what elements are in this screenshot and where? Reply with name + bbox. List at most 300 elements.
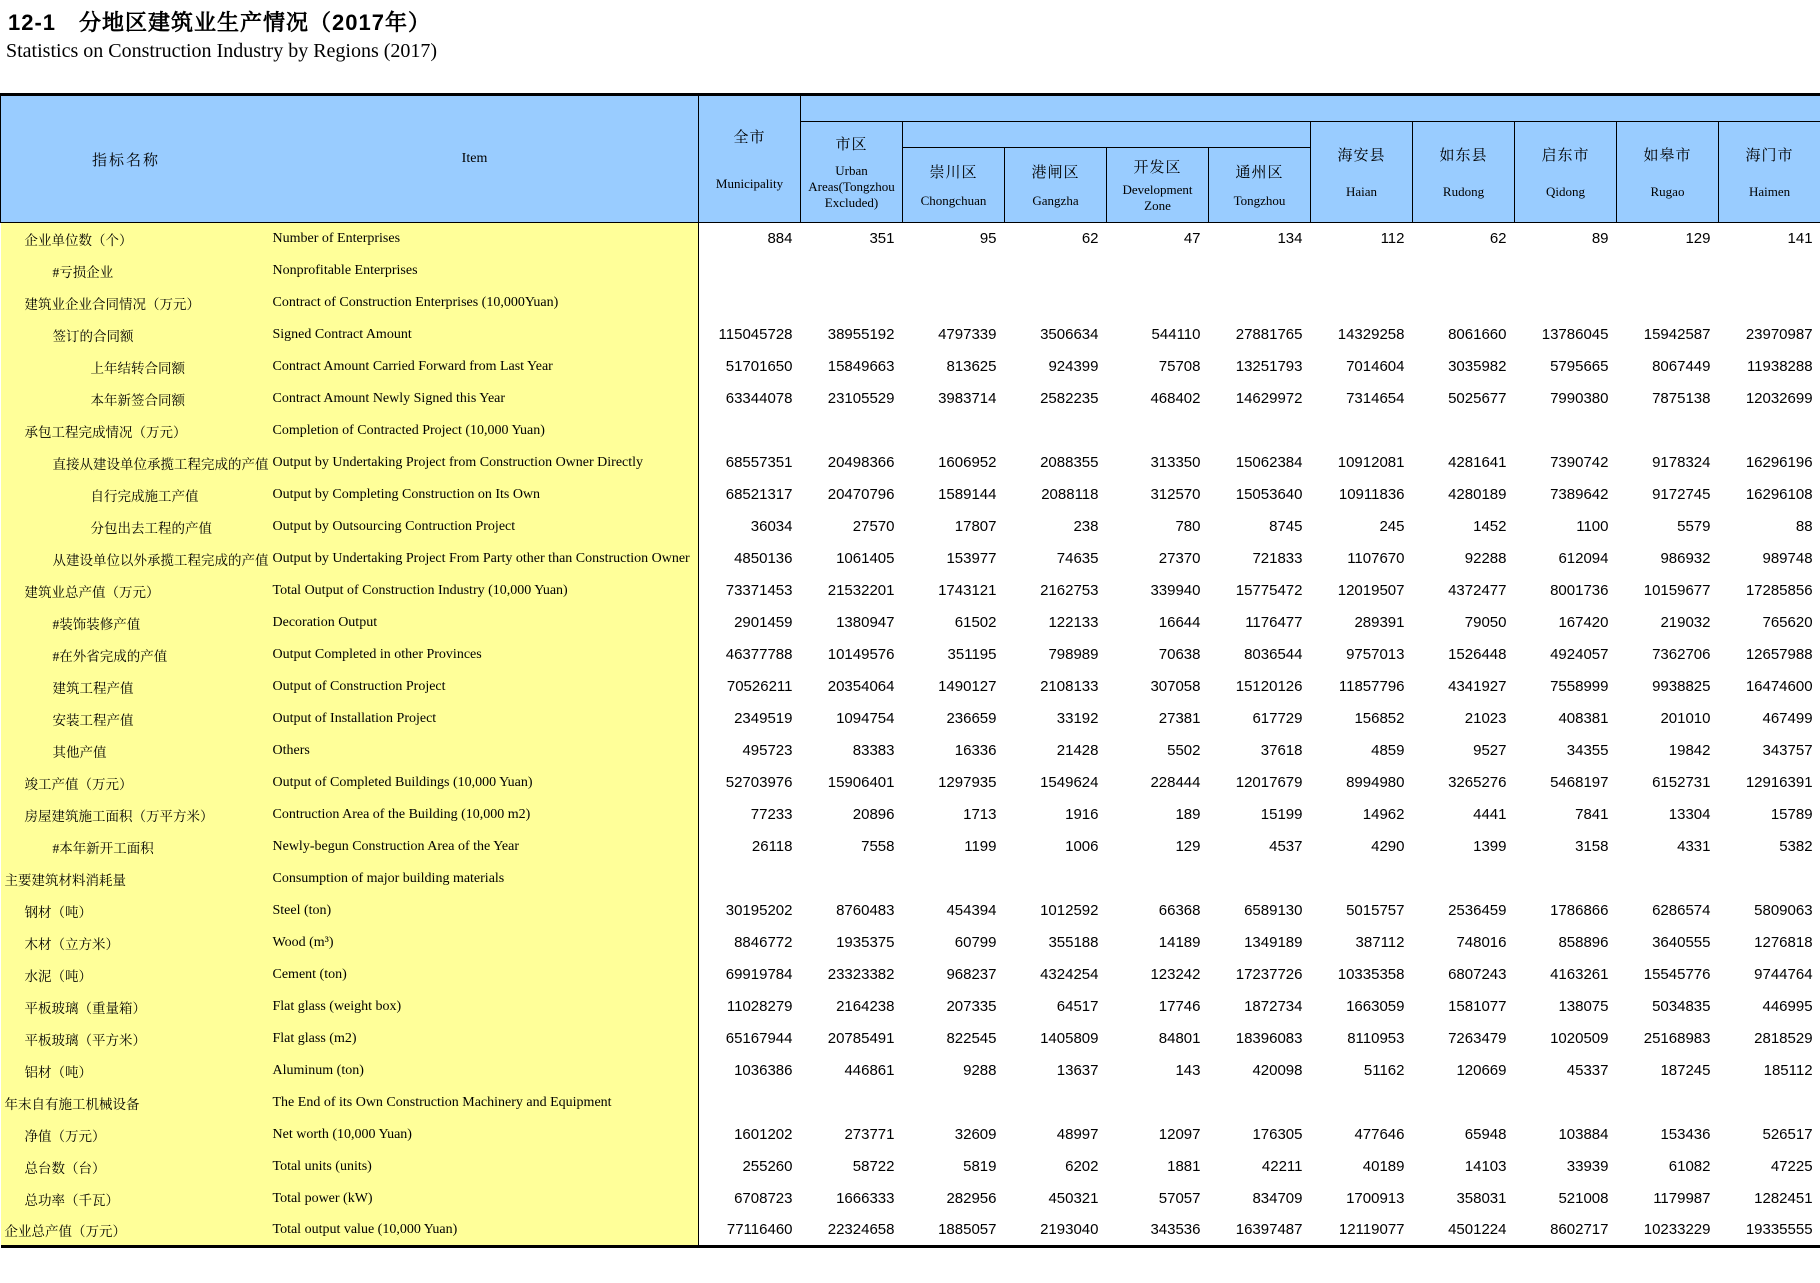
value-cell: 7314654 <box>1346 390 1405 407</box>
value-cell: 339940 <box>1150 582 1201 599</box>
row-label-zh: 木材（立方米） <box>1 927 251 959</box>
value-cell <box>1311 287 1413 319</box>
value-cell: 38955192 <box>827 326 895 343</box>
value-cell: 1100 <box>1576 518 1609 535</box>
value-cell: 1606952 <box>938 454 997 471</box>
value-cell: 9288 <box>963 1062 997 1079</box>
row-label-zh: 其他产值 <box>1 735 251 767</box>
value-cell: 52703976 <box>725 774 793 791</box>
value-cell <box>903 287 1005 319</box>
value-cell: 51162 <box>1363 1062 1405 1079</box>
value-cell: 4850136 <box>734 550 793 567</box>
row-label-zh: 安装工程产值 <box>1 703 251 735</box>
value-cell: 15545776 <box>1643 966 1711 983</box>
value-cell: 8994980 <box>1346 774 1405 791</box>
table-row <box>1 1087 1820 1119</box>
value-cell <box>903 1087 1005 1119</box>
value-cell: 15849663 <box>827 358 895 375</box>
value-cell: 1282451 <box>1754 1190 1813 1207</box>
column-label-en: Municipality <box>715 175 784 191</box>
value-cell: 5502 <box>1167 742 1201 759</box>
value-cell: 13786045 <box>1541 326 1609 343</box>
value-cell: 813625 <box>946 358 997 375</box>
column-label-en: Chongchuan <box>920 192 987 208</box>
value-cell: 822545 <box>946 1030 997 1047</box>
value-cell: 4281641 <box>1448 454 1507 471</box>
row-label-en: Wood (m³) <box>251 927 699 959</box>
value-cell: 282956 <box>946 1190 997 1207</box>
value-cell <box>1311 1087 1413 1119</box>
value-cell: 70638 <box>1158 646 1201 663</box>
value-cell: 968237 <box>946 966 997 983</box>
value-cell: 9178324 <box>1652 454 1711 471</box>
item-header-label-zh: 指标名称 <box>91 152 160 169</box>
row-label-en: Newly-begun Construction Area of the Year <box>251 831 699 863</box>
value-cell: 6807243 <box>1448 966 1507 983</box>
value-cell: 11857796 <box>1338 678 1405 695</box>
value-cell: 5579 <box>1677 518 1711 535</box>
value-cell: 238 <box>1073 518 1099 535</box>
table-row <box>1 799 1820 831</box>
value-cell <box>903 415 1005 447</box>
value-cell: 8036544 <box>1244 646 1303 663</box>
table-row <box>1 767 1820 799</box>
value-cell: 3265276 <box>1448 774 1507 791</box>
column-label-en: Development Zone <box>1122 182 1193 214</box>
value-cell: 13304 <box>1668 806 1711 823</box>
value-cell: 21023 <box>1464 710 1507 727</box>
value-cell: 255260 <box>742 1158 793 1175</box>
value-cell: 27881765 <box>1235 326 1303 343</box>
value-cell: 17237726 <box>1235 966 1303 983</box>
value-cell: 10912081 <box>1337 454 1405 471</box>
value-cell: 15906401 <box>827 774 895 791</box>
value-cell: 9527 <box>1473 742 1507 759</box>
value-cell: 7389642 <box>1550 486 1609 503</box>
value-cell: 20896 <box>852 806 895 823</box>
column-label-en: Tongzhou <box>1233 192 1286 208</box>
row-label-zh: #在外省完成的产值 <box>1 639 251 671</box>
value-cell: 8067449 <box>1652 358 1711 375</box>
header-band-districts <box>903 122 1311 148</box>
value-cell <box>1005 287 1107 319</box>
value-cell: 187245 <box>1660 1062 1711 1079</box>
row-label-zh: 总功率（千瓦） <box>1 1183 251 1215</box>
value-cell <box>1311 415 1413 447</box>
value-cell: 521008 <box>1558 1190 1609 1207</box>
value-cell: 103884 <box>1558 1126 1609 1143</box>
value-cell: 4280189 <box>1448 486 1507 503</box>
column-header-rugao <box>1617 122 1719 223</box>
value-cell: 65948 <box>1464 1126 1507 1143</box>
value-cell <box>1617 863 1719 895</box>
value-cell: 45337 <box>1566 1062 1609 1079</box>
row-label-zh: 从建设单位以外承揽工程完成的产值 <box>1 543 251 575</box>
table-row <box>1 479 1820 511</box>
row-label-en: Output of Construction Project <box>251 671 699 703</box>
row-label-zh: 钢材（吨） <box>1 895 251 927</box>
value-cell <box>1005 863 1107 895</box>
column-label-zh: 通州区 <box>1235 164 1284 181</box>
value-cell: 7875138 <box>1652 390 1711 407</box>
value-cell: 2162753 <box>1040 582 1099 599</box>
column-label-en: Rugao <box>1650 184 1685 200</box>
row-label-en: Contract Amount Newly Signed this Year <box>251 383 699 415</box>
value-cell <box>1413 415 1515 447</box>
row-label-en: Total power (kW) <box>251 1183 699 1215</box>
value-cell: 387112 <box>1355 934 1405 951</box>
table-body <box>1 223 1820 1247</box>
value-cell: 228444 <box>1150 774 1201 791</box>
value-cell: 5468197 <box>1550 774 1609 791</box>
value-cell: 7841 <box>1575 806 1609 823</box>
page-subtitle: Statistics on Construction Industry by Regions (2017) <box>6 40 438 62</box>
value-cell: 307058 <box>1150 678 1201 695</box>
column-label-zh: 全市 <box>733 130 766 147</box>
row-label-en: Completion of Contracted Project (10,000 Yuan) <box>251 415 699 447</box>
value-cell: 924399 <box>1048 358 1099 375</box>
row-label-zh: 签订的合同额 <box>1 319 251 351</box>
table-row <box>1 895 1820 927</box>
table-row <box>1 1215 1820 1247</box>
header-band-all-regions <box>801 95 1820 122</box>
row-label-zh: #装饰装修产值 <box>1 607 251 639</box>
value-cell: 9938825 <box>1652 678 1711 695</box>
value-cell: 8760483 <box>836 902 895 919</box>
value-cell: 65167944 <box>725 1030 793 1047</box>
value-cell: 20498366 <box>827 454 895 471</box>
row-label-en: Total units (units) <box>251 1151 699 1183</box>
value-cell: 129 <box>1685 230 1711 248</box>
value-cell: 343536 <box>1150 1221 1201 1239</box>
page-title: 12-1 分地区建筑业生产情况（2017年） <box>8 10 431 35</box>
value-cell: 115045728 <box>718 326 793 343</box>
value-cell: 153977 <box>946 550 997 567</box>
row-label-en: Contract Amount Carried Forward from Last Year <box>251 351 699 383</box>
value-cell <box>1209 287 1311 319</box>
value-cell: 343757 <box>1762 742 1813 759</box>
row-label-zh: 企业单位数（个） <box>1 223 251 255</box>
value-cell: 37618 <box>1260 742 1303 759</box>
value-cell <box>1209 415 1311 447</box>
value-cell: 112 <box>1380 230 1405 248</box>
value-cell: 68521317 <box>725 486 793 503</box>
value-cell: 989748 <box>1762 550 1813 567</box>
column-label-zh: 如皋市 <box>1643 147 1692 164</box>
value-cell: 468402 <box>1150 390 1201 407</box>
value-cell: 89 <box>1591 230 1609 248</box>
value-cell: 12019507 <box>1337 582 1405 599</box>
value-cell: 7263479 <box>1448 1030 1507 1047</box>
value-cell: 2536459 <box>1448 902 1507 919</box>
value-cell: 134 <box>1277 230 1303 248</box>
row-label-en: Output by Undertaking Project from Construction Owner Directly <box>251 447 699 479</box>
value-cell: 1199 <box>964 838 997 855</box>
value-cell: 7362706 <box>1652 646 1711 663</box>
value-cell: 1452 <box>1473 518 1507 535</box>
value-cell: 884 <box>767 230 793 248</box>
value-cell: 1380947 <box>836 614 895 631</box>
value-cell: 33192 <box>1056 710 1099 727</box>
column-header-urban-areas <box>801 122 903 223</box>
value-cell <box>801 863 903 895</box>
value-cell: 1176477 <box>1245 614 1303 631</box>
value-cell <box>801 415 903 447</box>
value-cell: 1589144 <box>938 486 997 503</box>
value-cell: 219032 <box>1660 614 1711 631</box>
row-label-en: Flat glass (weight box) <box>251 991 699 1023</box>
row-label-zh: 本年新签合同额 <box>1 383 251 415</box>
value-cell: 79050 <box>1464 614 1507 631</box>
row-label-zh: 房屋建筑施工面积（万平方米） <box>1 799 251 831</box>
value-cell: 10159677 <box>1643 582 1711 599</box>
table-row <box>1 703 1820 735</box>
table-row <box>1 543 1820 575</box>
value-cell: 46377788 <box>725 646 793 663</box>
value-cell: 13251793 <box>1235 358 1303 375</box>
value-cell <box>801 287 903 319</box>
row-label-en: Signed Contract Amount <box>251 319 699 351</box>
table-row <box>1 415 1820 447</box>
value-cell: 4331 <box>1677 838 1711 855</box>
value-cell: 88 <box>1795 518 1813 535</box>
column-header-tongzhou <box>1209 148 1311 223</box>
row-label-en: Contruction Area of the Building (10,000 m2) <box>251 799 699 831</box>
value-cell: 23970987 <box>1745 326 1813 343</box>
table-row <box>1 1183 1820 1215</box>
value-cell: 1036386 <box>734 1062 793 1079</box>
table-row <box>1 1023 1820 1055</box>
value-cell: 16474600 <box>1745 678 1813 695</box>
value-cell: 1526448 <box>1448 646 1507 663</box>
row-label-en: Output Completed in other Provinces <box>251 639 699 671</box>
value-cell: 47225 <box>1770 1158 1813 1175</box>
table-row <box>1 831 1820 863</box>
value-cell: 167420 <box>1558 614 1609 631</box>
value-cell: 721833 <box>1252 550 1303 567</box>
row-label-zh: 平板玻璃（重量箱） <box>1 991 251 1023</box>
row-label-zh: #亏损企业 <box>1 255 251 287</box>
row-label-zh: 年末自有施工机械设备 <box>1 1087 251 1119</box>
value-cell: 84801 <box>1158 1030 1201 1047</box>
value-cell: 92288 <box>1464 550 1507 567</box>
value-cell: 858896 <box>1558 934 1609 951</box>
value-cell <box>699 255 801 287</box>
column-header-development-zone <box>1107 148 1209 223</box>
value-cell: 11938288 <box>1746 358 1813 375</box>
value-cell <box>1209 863 1311 895</box>
value-cell: 1935375 <box>836 934 895 951</box>
value-cell: 1490127 <box>938 678 997 695</box>
value-cell: 780 <box>1175 518 1201 535</box>
value-cell: 27381 <box>1158 710 1201 727</box>
value-cell: 5015757 <box>1346 902 1405 919</box>
column-label-en: Gangzha <box>1032 192 1079 208</box>
value-cell: 544110 <box>1151 326 1201 343</box>
value-cell <box>1617 255 1719 287</box>
value-cell <box>1719 1087 1820 1119</box>
column-label-en: Urban Areas(Tongzhou Excluded) <box>808 162 895 210</box>
table-row <box>1 959 1820 991</box>
column-label-zh: 开发区 <box>1133 159 1182 176</box>
value-cell: 122133 <box>1048 614 1099 631</box>
value-cell: 61082 <box>1668 1158 1711 1175</box>
table-row <box>1 511 1820 543</box>
value-cell: 612094 <box>1558 550 1609 567</box>
item-header-label-en: Item <box>461 151 488 166</box>
value-cell: 1700913 <box>1346 1190 1405 1207</box>
column-header-municipality <box>699 95 801 223</box>
value-cell: 68557351 <box>725 454 793 471</box>
value-cell: 2582235 <box>1040 390 1099 407</box>
row-label-en: Net worth (10,000 Yuan) <box>251 1119 699 1151</box>
value-cell: 313350 <box>1150 454 1201 471</box>
value-cell: 16296196 <box>1745 454 1813 471</box>
value-cell: 70526211 <box>726 678 793 695</box>
value-cell: 176305 <box>1252 1126 1303 1143</box>
value-cell: 7558 <box>861 838 895 855</box>
value-cell: 526517 <box>1762 1126 1813 1143</box>
value-cell: 3035982 <box>1448 358 1507 375</box>
column-header-rudong <box>1413 122 1515 223</box>
value-cell: 1743121 <box>938 582 997 599</box>
value-cell: 8110953 <box>1347 1030 1405 1047</box>
column-label-zh: 市区 <box>835 136 868 153</box>
value-cell: 1179987 <box>1653 1190 1711 1207</box>
row-label-en: Cement (ton) <box>251 959 699 991</box>
value-cell: 1276818 <box>1754 934 1813 951</box>
value-cell: 1399 <box>1473 838 1507 855</box>
value-cell: 7390742 <box>1550 454 1609 471</box>
value-cell <box>1413 1087 1515 1119</box>
value-cell: 236659 <box>946 710 997 727</box>
row-label-en: Flat glass (m2) <box>251 1023 699 1055</box>
value-cell: 10911836 <box>1338 486 1405 503</box>
value-cell <box>1209 255 1311 287</box>
value-cell <box>1413 255 1515 287</box>
table-row <box>1 447 1820 479</box>
table-header <box>1 95 1820 223</box>
value-cell: 351 <box>869 230 895 248</box>
value-cell: 16644 <box>1158 614 1201 631</box>
value-cell: 153436 <box>1660 1126 1711 1143</box>
column-label-zh: 海门市 <box>1745 147 1794 164</box>
row-label-zh: 铝材（吨） <box>1 1055 251 1087</box>
value-cell: 123242 <box>1150 966 1201 983</box>
column-label-en: Qidong <box>1546 184 1585 200</box>
value-cell: 617729 <box>1252 710 1303 727</box>
value-cell: 21428 <box>1056 742 1099 759</box>
row-label-zh: 建筑业企业合同情况（万元） <box>1 287 251 319</box>
value-cell: 6202 <box>1065 1158 1099 1175</box>
value-cell: 4859 <box>1371 742 1405 759</box>
row-label-zh: 上年结转合同额 <box>1 351 251 383</box>
column-label-zh: 如东县 <box>1439 147 1488 164</box>
row-label-zh: 企业总产值（万元） <box>1 1215 251 1247</box>
value-cell <box>1107 287 1209 319</box>
value-cell: 358031 <box>1456 1190 1507 1207</box>
row-label-zh: 自行完成施工产值 <box>1 479 251 511</box>
value-cell: 6286574 <box>1652 902 1711 919</box>
value-cell: 289391 <box>1354 614 1405 631</box>
value-cell: 48997 <box>1056 1126 1099 1143</box>
value-cell: 18396083 <box>1235 1030 1303 1047</box>
value-cell: 2088355 <box>1040 454 1099 471</box>
value-cell: 5025677 <box>1448 390 1507 407</box>
value-cell: 1872734 <box>1244 998 1303 1015</box>
value-cell <box>1005 255 1107 287</box>
value-cell <box>1515 1087 1617 1119</box>
value-cell: 15942587 <box>1643 326 1711 343</box>
row-label-en: Output by Undertaking Project From Party other than Construction Owner <box>251 543 699 575</box>
value-cell: 12657988 <box>1745 646 1813 663</box>
value-cell: 16296108 <box>1745 486 1813 503</box>
value-cell: 6152731 <box>1652 774 1711 791</box>
column-header-gangzha <box>1005 148 1107 223</box>
value-cell: 765620 <box>1762 614 1813 631</box>
value-cell: 20470796 <box>827 486 895 503</box>
value-cell: 138075 <box>1558 998 1609 1015</box>
row-label-en: Total output value (10,000 Yuan) <box>251 1215 699 1247</box>
row-label-en: Output of Installation Project <box>251 703 699 735</box>
value-cell: 1297935 <box>938 774 997 791</box>
value-cell: 15053640 <box>1235 486 1303 503</box>
value-cell: 446995 <box>1762 998 1813 1015</box>
value-cell: 32609 <box>954 1126 997 1143</box>
value-cell: 4924057 <box>1550 646 1609 663</box>
value-cell: 189 <box>1175 806 1201 823</box>
table-row <box>1 927 1820 959</box>
row-label-en: Output of Completed Buildings (10,000 Yuan) <box>251 767 699 799</box>
value-cell: 1094754 <box>836 710 895 727</box>
value-cell: 77233 <box>750 806 793 823</box>
value-cell: 51701650 <box>725 358 793 375</box>
value-cell <box>1617 1087 1719 1119</box>
row-label-en: Consumption of major building materials <box>251 863 699 895</box>
value-cell: 446861 <box>844 1062 895 1079</box>
table-row <box>1 319 1820 351</box>
row-label-zh: 建筑工程产值 <box>1 671 251 703</box>
value-cell: 23323382 <box>827 966 895 983</box>
row-label-zh: 平板玻璃（平方米） <box>1 1023 251 1055</box>
value-cell <box>1107 863 1209 895</box>
value-cell: 95 <box>979 230 997 248</box>
row-label-en: Nonprofitable Enterprises <box>251 255 699 287</box>
value-cell: 3506634 <box>1040 326 1099 343</box>
value-cell: 64517 <box>1056 998 1099 1015</box>
value-cell: 42211 <box>1261 1158 1303 1175</box>
value-cell: 16336 <box>954 742 997 759</box>
value-cell: 4163261 <box>1550 966 1609 983</box>
table-row <box>1 991 1820 1023</box>
statistics-table <box>0 93 1820 1248</box>
value-cell: 9744764 <box>1754 966 1813 983</box>
value-cell <box>1515 287 1617 319</box>
value-cell: 66368 <box>1158 902 1201 919</box>
value-cell: 12032699 <box>1745 390 1813 407</box>
value-cell: 14103 <box>1464 1158 1507 1175</box>
value-cell <box>1617 287 1719 319</box>
value-cell: 13637 <box>1056 1062 1099 1079</box>
column-header-qidong <box>1515 122 1617 223</box>
value-cell <box>699 415 801 447</box>
value-cell: 156852 <box>1354 710 1405 727</box>
value-cell: 1663059 <box>1346 998 1405 1015</box>
column-header-haimen <box>1719 122 1820 223</box>
value-cell: 5382 <box>1779 838 1813 855</box>
value-cell: 16397487 <box>1235 1221 1303 1239</box>
statistics-table-container <box>0 93 1820 1248</box>
